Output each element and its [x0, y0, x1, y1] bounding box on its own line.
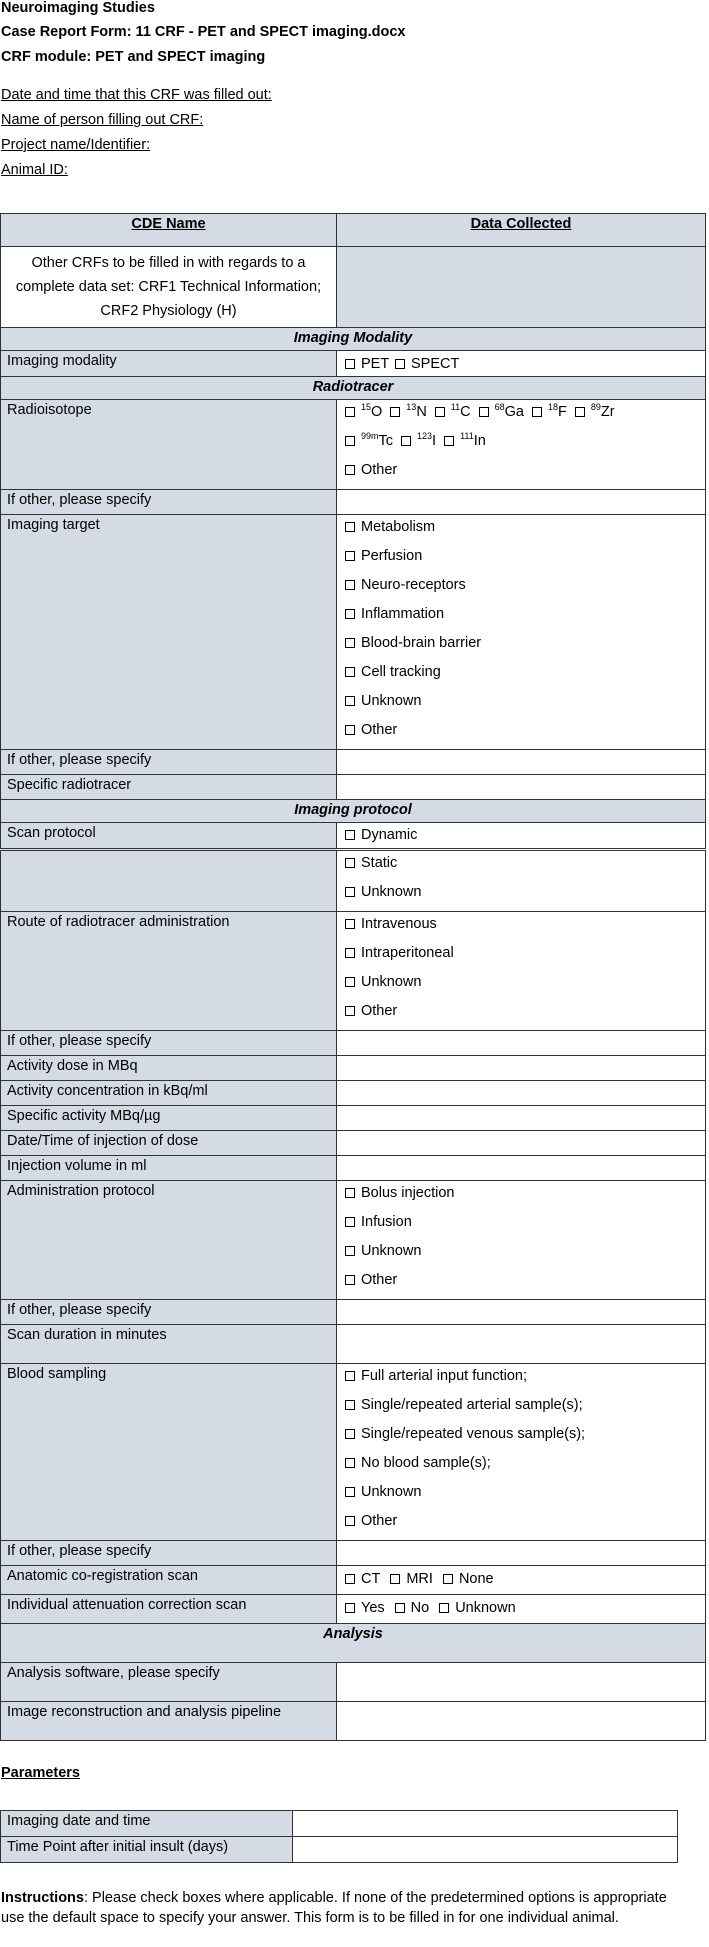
- parameters-table: [0, 1810, 678, 1863]
- checkbox[interactable]: [395, 359, 405, 369]
- anatomic-options: [337, 1566, 706, 1595]
- checkbox[interactable]: [443, 1574, 453, 1584]
- checkbox[interactable]: [435, 407, 445, 417]
- section-analysis: Analysis: [1, 1624, 706, 1663]
- study-title: Neuroimaging Studies: [1, 0, 155, 16]
- checkbox[interactable]: [345, 667, 355, 677]
- scan-protocol-label: Scan protocol: [1, 823, 337, 850]
- isotope-row-2: [343, 431, 699, 460]
- route-option[interactable]: Unknown: [343, 972, 699, 1001]
- target-other-specify-field[interactable]: [337, 750, 706, 775]
- checkbox[interactable]: [345, 919, 355, 929]
- blood-sampling-option[interactable]: Single/repeated venous sample(s);: [343, 1424, 699, 1453]
- blood-sampling-label: Blood sampling: [1, 1364, 337, 1541]
- isotope-other-option[interactable]: Other: [343, 460, 699, 489]
- injection-volume-field[interactable]: [337, 1156, 706, 1181]
- dose-row-label: Specific activity MBq/µg: [1, 1106, 337, 1131]
- isotope-option[interactable]: $^{15}$O: [343, 402, 382, 422]
- admin-other-specify-label: If other, please specify: [1, 1300, 337, 1325]
- analysis-software-field[interactable]: [337, 1663, 706, 1702]
- checkbox[interactable]: [345, 1188, 355, 1198]
- attenuation-option[interactable]: No: [393, 1600, 430, 1616]
- imaging-target-options: [337, 515, 706, 750]
- blood-sampling-options: [337, 1364, 706, 1541]
- checkbox[interactable]: [345, 609, 355, 619]
- checkbox[interactable]: [345, 1275, 355, 1285]
- dose-row-label: Injection volume in ml: [1, 1156, 337, 1181]
- radioisotope-label: Radioisotope: [1, 400, 337, 490]
- meta-date: Date and time that this CRF was filled out:: [1, 87, 272, 103]
- imaging-target-option[interactable]: Cell tracking: [343, 662, 699, 691]
- section-imaging-protocol: Imaging protocol: [1, 800, 706, 823]
- instructions: [1, 1888, 691, 1928]
- checkbox[interactable]: [345, 1603, 355, 1613]
- anatomic-option[interactable]: None: [441, 1571, 494, 1587]
- blood-sampling-option[interactable]: Single/repeated arterial sample(s);: [343, 1395, 699, 1424]
- admin-other-specify-field[interactable]: [337, 1300, 706, 1325]
- blood-other-specify-label: If other, please specify: [1, 1541, 337, 1566]
- route-option[interactable]: Other: [343, 1001, 699, 1030]
- dose-row-label: Date/Time of injection of dose: [1, 1131, 337, 1156]
- checkbox[interactable]: [345, 1246, 355, 1256]
- attenuation-options: [337, 1595, 706, 1624]
- checkbox[interactable]: [439, 1603, 449, 1613]
- checkbox[interactable]: [345, 1217, 355, 1227]
- activity-concentration-field[interactable]: [337, 1081, 706, 1106]
- form-title: Case Report Form: 11 CRF - PET and SPECT imaging.docx: [1, 24, 406, 40]
- target-other-specify-label: If other, please specify: [1, 750, 337, 775]
- checkbox[interactable]: [532, 407, 542, 417]
- admin-protocol-option[interactable]: Infusion: [343, 1212, 699, 1241]
- isotope-option[interactable]: $^{89}$Zr: [573, 402, 615, 422]
- col-header-cde-name: CDE Name: [131, 216, 206, 232]
- crf-table: [0, 213, 706, 1741]
- dose-row-label: Activity concentration in kBq/ml: [1, 1081, 337, 1106]
- route-label: Route of radiotracer administration: [1, 912, 337, 1031]
- isotope-option[interactable]: $^{123}$I: [399, 431, 436, 451]
- meta-animal-id: Animal ID:: [1, 162, 68, 178]
- anatomic-option[interactable]: CT: [343, 1571, 380, 1587]
- attenuation-option[interactable]: Unknown: [437, 1600, 515, 1616]
- checkbox[interactable]: [345, 436, 355, 446]
- specific-radiotracer-label: Specific radiotracer: [1, 775, 337, 800]
- checkbox[interactable]: [575, 407, 585, 417]
- checkbox[interactable]: [345, 1516, 355, 1526]
- imaging-target-option[interactable]: Blood-brain barrier: [343, 633, 699, 662]
- blood-sampling-option[interactable]: Other: [343, 1511, 699, 1540]
- isotope-other-specify-label: If other, please specify: [1, 490, 337, 515]
- route-option[interactable]: Intravenous: [343, 914, 699, 943]
- modality-pet-option[interactable]: PET: [343, 356, 389, 372]
- imaging-target-option[interactable]: Perfusion: [343, 546, 699, 575]
- imaging-target-option[interactable]: Inflammation: [343, 604, 699, 633]
- specific-radiotracer-field[interactable]: [337, 775, 706, 800]
- checkbox[interactable]: [401, 436, 411, 446]
- reconstruction-pipeline-field[interactable]: [337, 1702, 706, 1741]
- imaging-target-option[interactable]: Other: [343, 720, 699, 749]
- checkbox[interactable]: [345, 638, 355, 648]
- section-radiotracer: Radiotracer: [1, 377, 706, 400]
- checkbox[interactable]: [345, 1429, 355, 1439]
- anatomic-coregistration-label: Anatomic co-registration scan: [1, 1566, 337, 1595]
- activity-dose-field[interactable]: [337, 1056, 706, 1081]
- col-header-data-collected: Data Collected: [470, 216, 572, 232]
- isotope-row-1: [343, 402, 699, 431]
- imaging-date-label: Imaging date and time: [1, 1811, 293, 1837]
- attenuation-correction-label: Individual attenuation correction scan: [1, 1595, 337, 1624]
- checkbox[interactable]: [390, 407, 400, 417]
- checkbox[interactable]: [345, 977, 355, 987]
- admin-protocol-options: [337, 1181, 706, 1300]
- time-point-label: Time Point after initial insult (days): [1, 1837, 293, 1863]
- dose-row-label: Activity dose in MBq: [1, 1056, 337, 1081]
- admin-protocol-option[interactable]: Bolus injection: [343, 1183, 699, 1212]
- imaging-modality-label: Imaging modality: [1, 351, 337, 377]
- instructions-label: Instructions: [1, 1890, 84, 1906]
- scan-protocol-option[interactable]: Dynamic: [343, 825, 699, 845]
- scan-duration-field[interactable]: [337, 1325, 706, 1364]
- checkbox[interactable]: [345, 1487, 355, 1497]
- blood-other-specify-field[interactable]: [337, 1541, 706, 1566]
- checkbox[interactable]: [345, 830, 355, 840]
- anatomic-option[interactable]: MRI: [388, 1571, 433, 1587]
- reconstruction-pipeline-label: Image reconstruction and analysis pipeline: [1, 1702, 337, 1741]
- checkbox[interactable]: [345, 522, 355, 532]
- scan-protocol-option[interactable]: Unknown: [343, 882, 699, 911]
- isotope-option[interactable]: $^{68}$Ga: [477, 402, 524, 422]
- checkbox[interactable]: [345, 725, 355, 735]
- checkbox[interactable]: [345, 887, 355, 897]
- related-crfs-note: Other CRFs to be filled in with regards to a complete data set: CRF1 Technical Information; CRF2 Physiology (H): [1, 247, 337, 328]
- time-point-field[interactable]: [293, 1837, 678, 1863]
- checkbox[interactable]: [345, 1458, 355, 1468]
- meta-person: Name of person filling out CRF:: [1, 112, 204, 128]
- blood-sampling-option[interactable]: Unknown: [343, 1482, 699, 1511]
- checkbox[interactable]: [345, 359, 355, 369]
- admin-protocol-label: Administration protocol: [1, 1181, 337, 1300]
- meta-project: Project name/Identifier:: [1, 137, 151, 153]
- route-other-specify-label: If other, please specify: [1, 1031, 337, 1056]
- scan-duration-label: Scan duration in minutes: [1, 1325, 337, 1364]
- instructions-text: : Please check boxes where applicable. If none of the predetermined options is appropriate use the default space to specify your answer. This form is to be filled in for one individual animal.: [1, 1890, 667, 1926]
- blood-sampling-option[interactable]: No blood sample(s);: [343, 1453, 699, 1482]
- checkbox[interactable]: [345, 1400, 355, 1410]
- imaging-target-label: Imaging target: [1, 515, 337, 750]
- imaging-date-field[interactable]: [293, 1811, 678, 1837]
- checkbox[interactable]: [395, 1603, 405, 1613]
- checkbox[interactable]: [345, 948, 355, 958]
- checkbox[interactable]: [345, 1574, 355, 1584]
- isotope-option[interactable]: $^{13}$N: [388, 402, 427, 422]
- analysis-software-label: Analysis software, please specify: [1, 1663, 337, 1702]
- parameters-heading: Parameters: [1, 1765, 80, 1781]
- checkbox[interactable]: [345, 696, 355, 706]
- checkbox[interactable]: [345, 465, 355, 475]
- checkbox[interactable]: [345, 858, 355, 868]
- isotope-option[interactable]: $^{111}$In: [442, 431, 486, 451]
- imaging-target-option[interactable]: Unknown: [343, 691, 699, 720]
- scan-protocol-option[interactable]: Static: [343, 853, 699, 882]
- route-options: [337, 912, 706, 1031]
- isotope-option[interactable]: $^{99m}$Tc: [343, 431, 393, 451]
- injection-datetime-field[interactable]: [337, 1131, 706, 1156]
- module-title: CRF module: PET and SPECT imaging: [1, 49, 266, 65]
- modality-spect-option[interactable]: SPECT: [393, 356, 459, 372]
- checkbox[interactable]: [345, 551, 355, 561]
- isotope-option[interactable]: $^{18}$F: [530, 402, 567, 422]
- checkbox[interactable]: [345, 580, 355, 590]
- checkbox[interactable]: [345, 1371, 355, 1381]
- blood-sampling-option[interactable]: Full arterial input function;: [343, 1366, 699, 1395]
- admin-protocol-option[interactable]: Other: [343, 1270, 699, 1299]
- admin-protocol-option[interactable]: Unknown: [343, 1241, 699, 1270]
- isotope-other-specify-field[interactable]: [337, 490, 706, 515]
- checkbox[interactable]: [345, 407, 355, 417]
- checkbox[interactable]: [345, 1006, 355, 1016]
- checkbox[interactable]: [479, 407, 489, 417]
- checkbox[interactable]: [444, 436, 454, 446]
- specific-activity-field[interactable]: [337, 1106, 706, 1131]
- route-option[interactable]: Intraperitoneal: [343, 943, 699, 972]
- imaging-target-option[interactable]: Metabolism: [343, 517, 699, 546]
- isotope-option[interactable]: $^{11}$C: [433, 402, 471, 422]
- checkbox[interactable]: [390, 1574, 400, 1584]
- section-imaging-modality: Imaging Modality: [1, 328, 706, 351]
- imaging-target-option[interactable]: Neuro-receptors: [343, 575, 699, 604]
- scan-protocol-more-options: [337, 850, 706, 912]
- attenuation-option[interactable]: Yes: [343, 1600, 385, 1616]
- route-other-specify-field[interactable]: [337, 1031, 706, 1056]
